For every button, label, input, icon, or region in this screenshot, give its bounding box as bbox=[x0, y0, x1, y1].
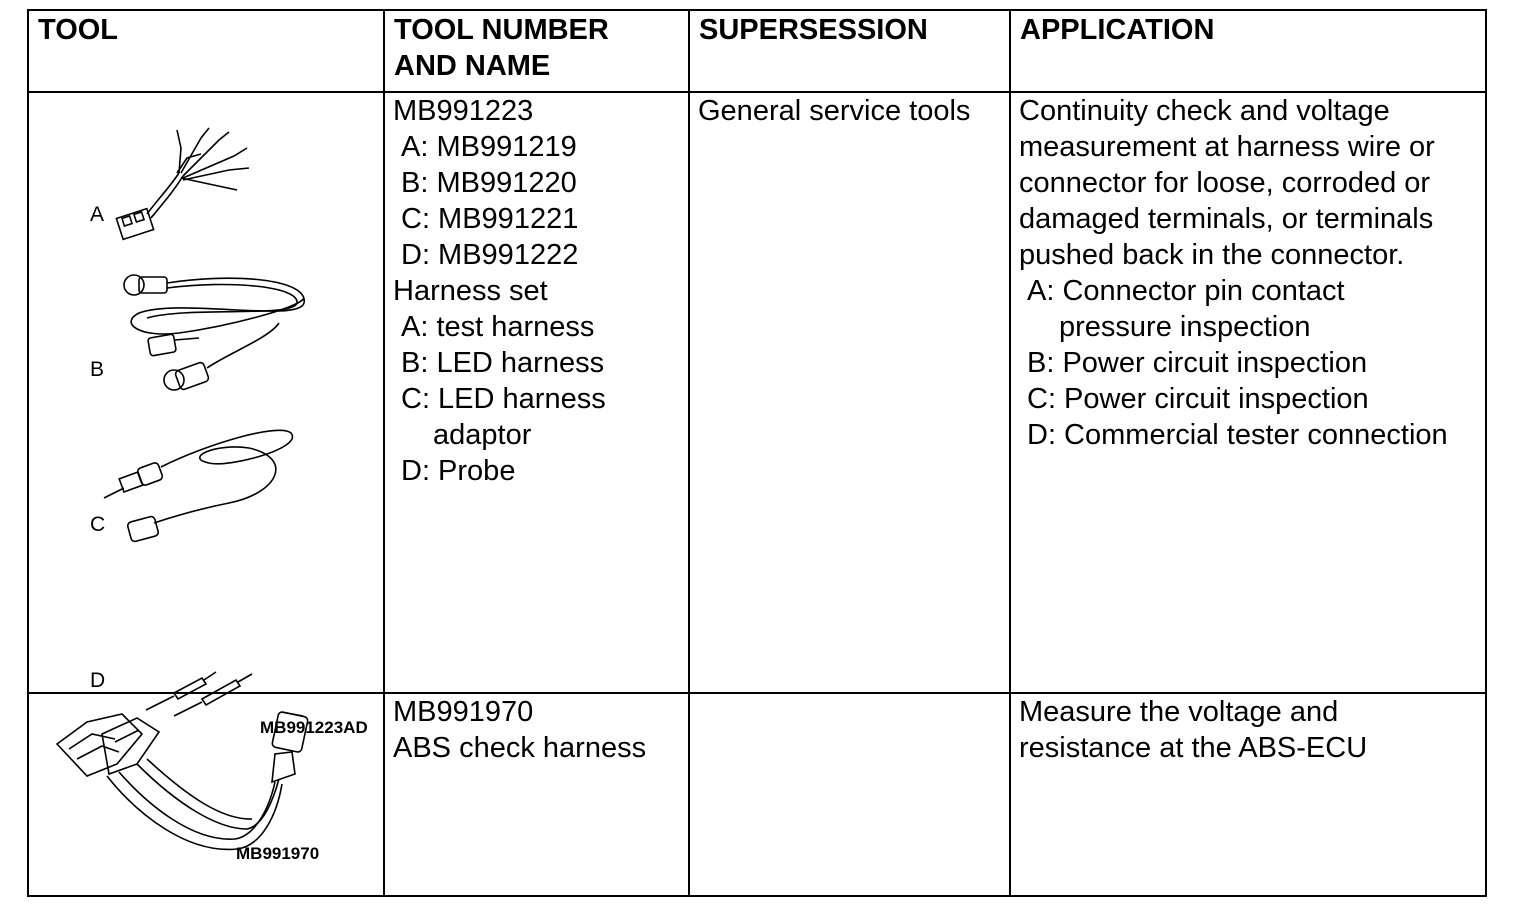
header-row bbox=[28, 10, 1486, 92]
led-harness-adaptor-drawing bbox=[99, 423, 299, 543]
application-cell: Continuity check and voltage measurement at harness wire or connector for loose, corroded or damaged terminals, or terminals pushed back in the connector. A: Connector pin contact pressure inspection B: Power circuit inspection C: Power circuit inspection D: Commercial tester connection bbox=[1010, 92, 1486, 693]
table-row bbox=[28, 693, 1486, 896]
tool-illustration-cell bbox=[28, 693, 384, 896]
table-row bbox=[28, 92, 1486, 693]
tool-label-c: C bbox=[90, 513, 106, 536]
led-harness-drawing bbox=[119, 268, 309, 398]
tool-caption: MB991970 bbox=[236, 844, 320, 863]
supersession-cell bbox=[689, 693, 1010, 896]
tool-caption: MB991223AD bbox=[260, 718, 368, 737]
header-tool-number: TOOL NUMBER AND NAME bbox=[384, 10, 689, 92]
test-harness-drawing bbox=[109, 118, 259, 248]
application-cell: Measure the voltage and resistance at the ABS-ECU bbox=[1010, 693, 1486, 896]
header-tool: TOOL bbox=[28, 10, 384, 92]
abs-check-harness-drawing bbox=[47, 704, 337, 864]
header-supersession: SUPERSESSION bbox=[689, 10, 1010, 92]
tool-label-a: A bbox=[90, 203, 105, 226]
header-application: APPLICATION bbox=[1010, 10, 1486, 92]
tool-number-cell: MB991223 A: MB991219 B: MB991220 C: MB991221 D: MB991222 Harness set A: test harness B: LED harness C: LED harness adaptor D: Probe bbox=[384, 92, 689, 693]
tool-number-cell: MB991970 ABS check harness bbox=[384, 693, 689, 896]
tool-label-d: D bbox=[90, 669, 106, 692]
tool-label-b: B bbox=[90, 358, 105, 381]
special-tools-table bbox=[27, 9, 1487, 897]
supersession-cell: General service tools bbox=[689, 92, 1010, 693]
tool-illustration-cell bbox=[28, 92, 384, 737]
